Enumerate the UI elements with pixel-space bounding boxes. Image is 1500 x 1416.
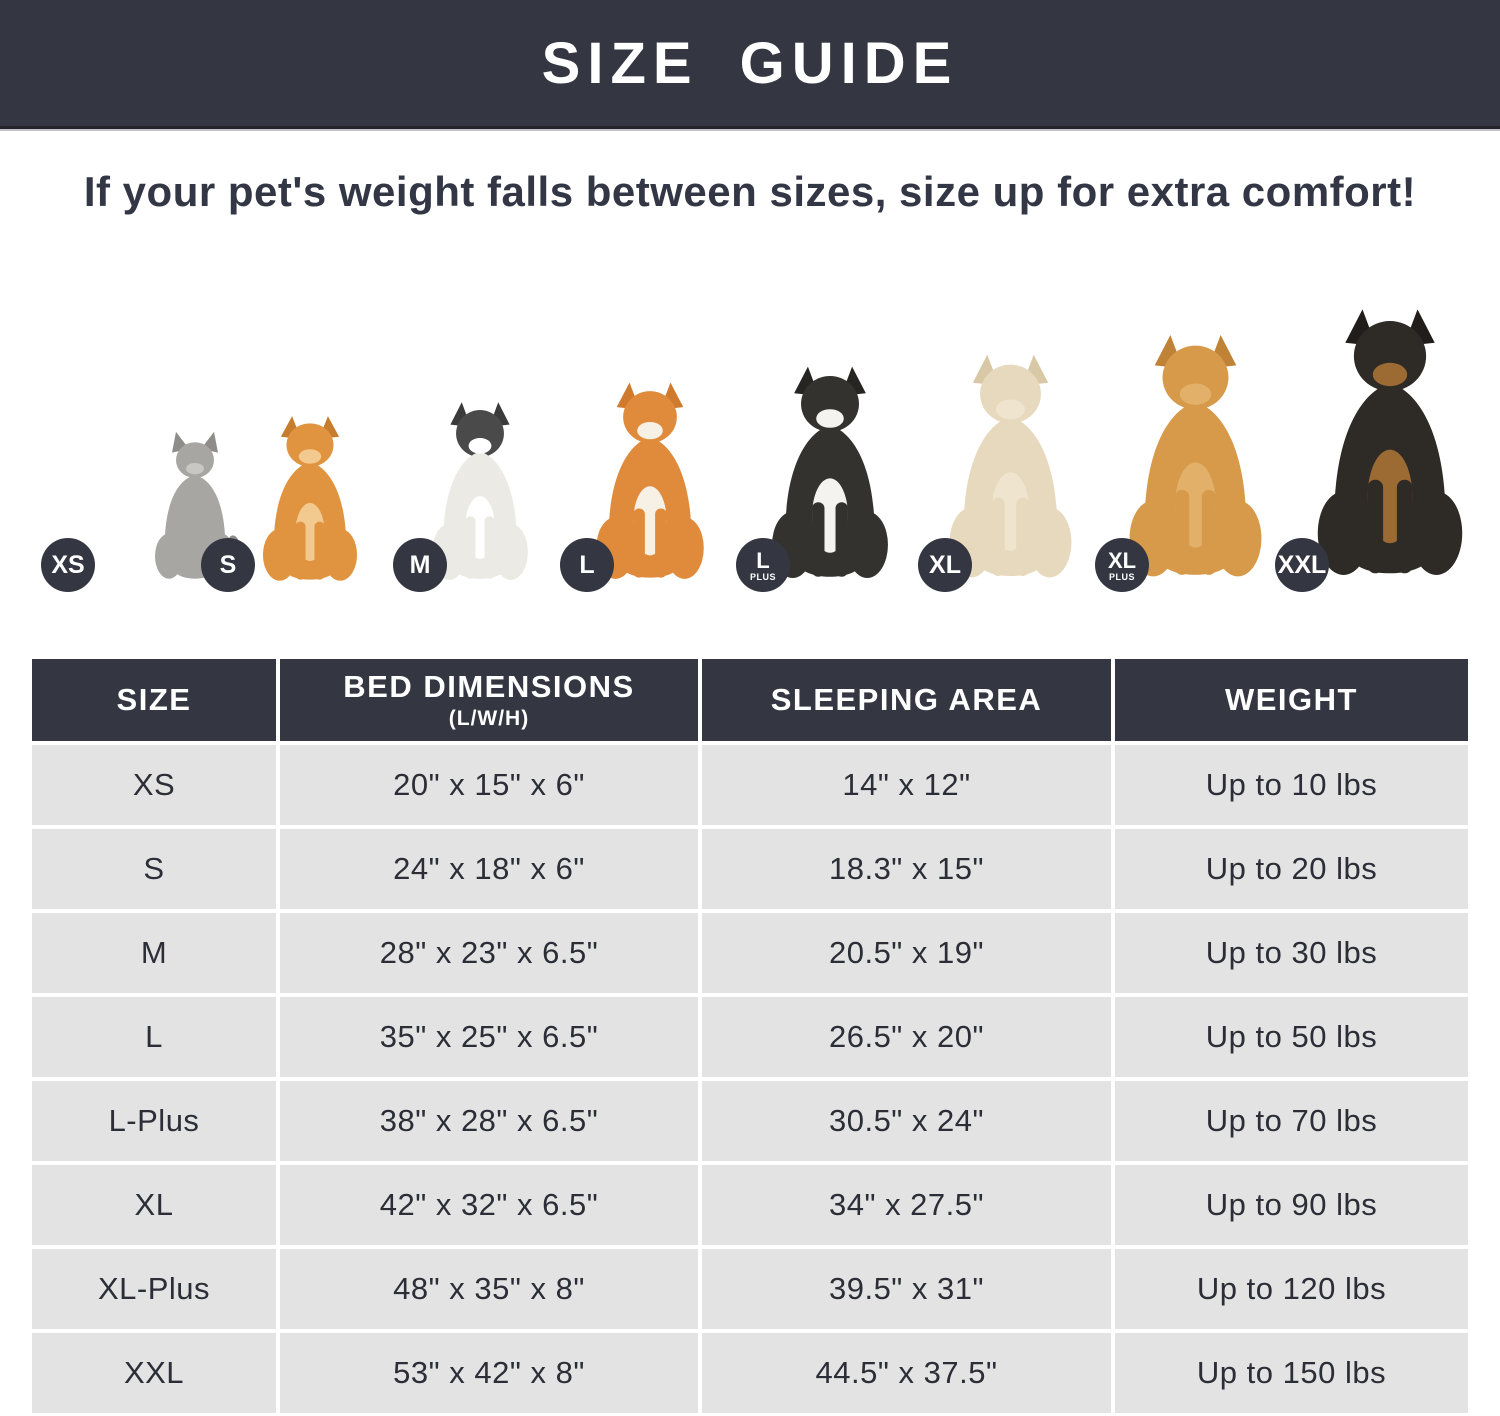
cell-sleeping-area: 30.5" x 24" <box>702 1081 1111 1161</box>
size-badge-xl <box>918 538 972 592</box>
cell-sleeping-area: 14" x 12" <box>702 745 1111 825</box>
cell-size: M <box>32 913 276 993</box>
dog-illustration-icon <box>1304 306 1476 590</box>
cell-weight: Up to 30 lbs <box>1115 913 1468 993</box>
cell-bed-dimensions: 42" x 32" x 6.5" <box>280 1165 698 1245</box>
cell-sleeping-area: 34" x 27.5" <box>702 1165 1111 1245</box>
size-badge-label: L <box>756 548 770 573</box>
size-badge-xs <box>41 538 95 592</box>
page-title: SIZE GUIDE <box>541 30 959 96</box>
size-badge-label: L <box>579 550 595 579</box>
size-badge-sublabel: PLUS <box>749 572 776 582</box>
size-badge-label: XXL <box>1277 550 1327 579</box>
size-table-header-row <box>32 659 1468 741</box>
header-cell-size <box>32 659 276 741</box>
size-badge-xxl <box>1275 538 1329 592</box>
pet-pomeranian <box>254 414 366 590</box>
cell-size: L <box>32 997 276 1077</box>
table-row <box>32 1081 1468 1161</box>
cell-bed-dimensions: 20" x 15" x 6" <box>280 745 698 825</box>
header-label-size: SIZE <box>116 682 192 717</box>
cell-size: L-Plus <box>32 1081 276 1161</box>
size-badge-label: XL <box>929 550 961 579</box>
cell-size: S <box>32 829 276 909</box>
header-label-sleeping-area: SLEEPING AREA <box>770 682 1043 717</box>
cell-bed-dimensions: 53" x 42" x 8" <box>280 1333 698 1413</box>
size-badge-m <box>393 538 447 592</box>
header-cell-bed-dimensions <box>280 659 698 741</box>
cell-sleeping-area: 39.5" x 31" <box>702 1249 1111 1329</box>
size-badge-s <box>201 538 255 592</box>
cell-bed-dimensions: 24" x 18" x 6" <box>280 829 698 909</box>
cell-bed-dimensions: 35" x 25" x 6.5" <box>280 997 698 1077</box>
table-row <box>32 1249 1468 1329</box>
dog-illustration-icon <box>254 414 366 590</box>
cell-weight: Up to 50 lbs <box>1115 997 1468 1077</box>
cell-bed-dimensions: 48" x 35" x 8" <box>280 1249 698 1329</box>
size-badge-label: S <box>219 550 237 579</box>
pet-size-lineup <box>0 0 1500 658</box>
cell-size: XL <box>32 1165 276 1245</box>
table-row <box>32 913 1468 993</box>
size-badge-label: M <box>409 550 431 579</box>
cell-size: XXL <box>32 1333 276 1413</box>
header-label-weight: WEIGHT <box>1225 682 1358 717</box>
header-cell-sleeping-area <box>702 659 1111 741</box>
size-table-body <box>32 745 1468 1413</box>
cell-bed-dimensions: 28" x 23" x 6.5" <box>280 913 698 993</box>
cell-sleeping-area: 20.5" x 19" <box>702 913 1111 993</box>
cell-sleeping-area: 18.3" x 15" <box>702 829 1111 909</box>
cell-weight: Up to 90 lbs <box>1115 1165 1468 1245</box>
table-row <box>32 997 1468 1077</box>
cell-sleeping-area: 26.5" x 20" <box>702 997 1111 1077</box>
size-badge-l <box>560 538 614 592</box>
size-table <box>32 659 1468 1416</box>
table-row <box>32 829 1468 909</box>
table-row <box>32 1333 1468 1413</box>
cell-weight: Up to 70 lbs <box>1115 1081 1468 1161</box>
size-badge-xl-plus <box>1095 538 1149 592</box>
header-sublabel-lwh: (L/W/H) <box>448 707 530 730</box>
header-cell-weight <box>1115 659 1468 741</box>
size-badge-sublabel: PLUS <box>1108 572 1135 582</box>
size-badge-label: XL <box>1107 548 1137 573</box>
cell-weight: Up to 10 lbs <box>1115 745 1468 825</box>
sizing-advice-text: If your pet's weight falls between sizes, size up for extra comfort! <box>83 168 1417 215</box>
header-label-bed-dimensions: BED DIMENSIONS <box>343 669 635 704</box>
pet-doberman <box>1304 306 1476 590</box>
cell-weight: Up to 20 lbs <box>1115 829 1468 909</box>
cell-size: XS <box>32 745 276 825</box>
table-row <box>32 745 1468 825</box>
size-badge-l-plus <box>736 538 790 592</box>
cell-size: XL-Plus <box>32 1249 276 1329</box>
cell-weight: Up to 150 lbs <box>1115 1333 1468 1413</box>
cell-sleeping-area: 44.5" x 37.5" <box>702 1333 1111 1413</box>
size-badge-label: XS <box>51 550 85 579</box>
table-row <box>32 1165 1468 1245</box>
cell-bed-dimensions: 38" x 28" x 6.5" <box>280 1081 698 1161</box>
cell-weight: Up to 120 lbs <box>1115 1249 1468 1329</box>
